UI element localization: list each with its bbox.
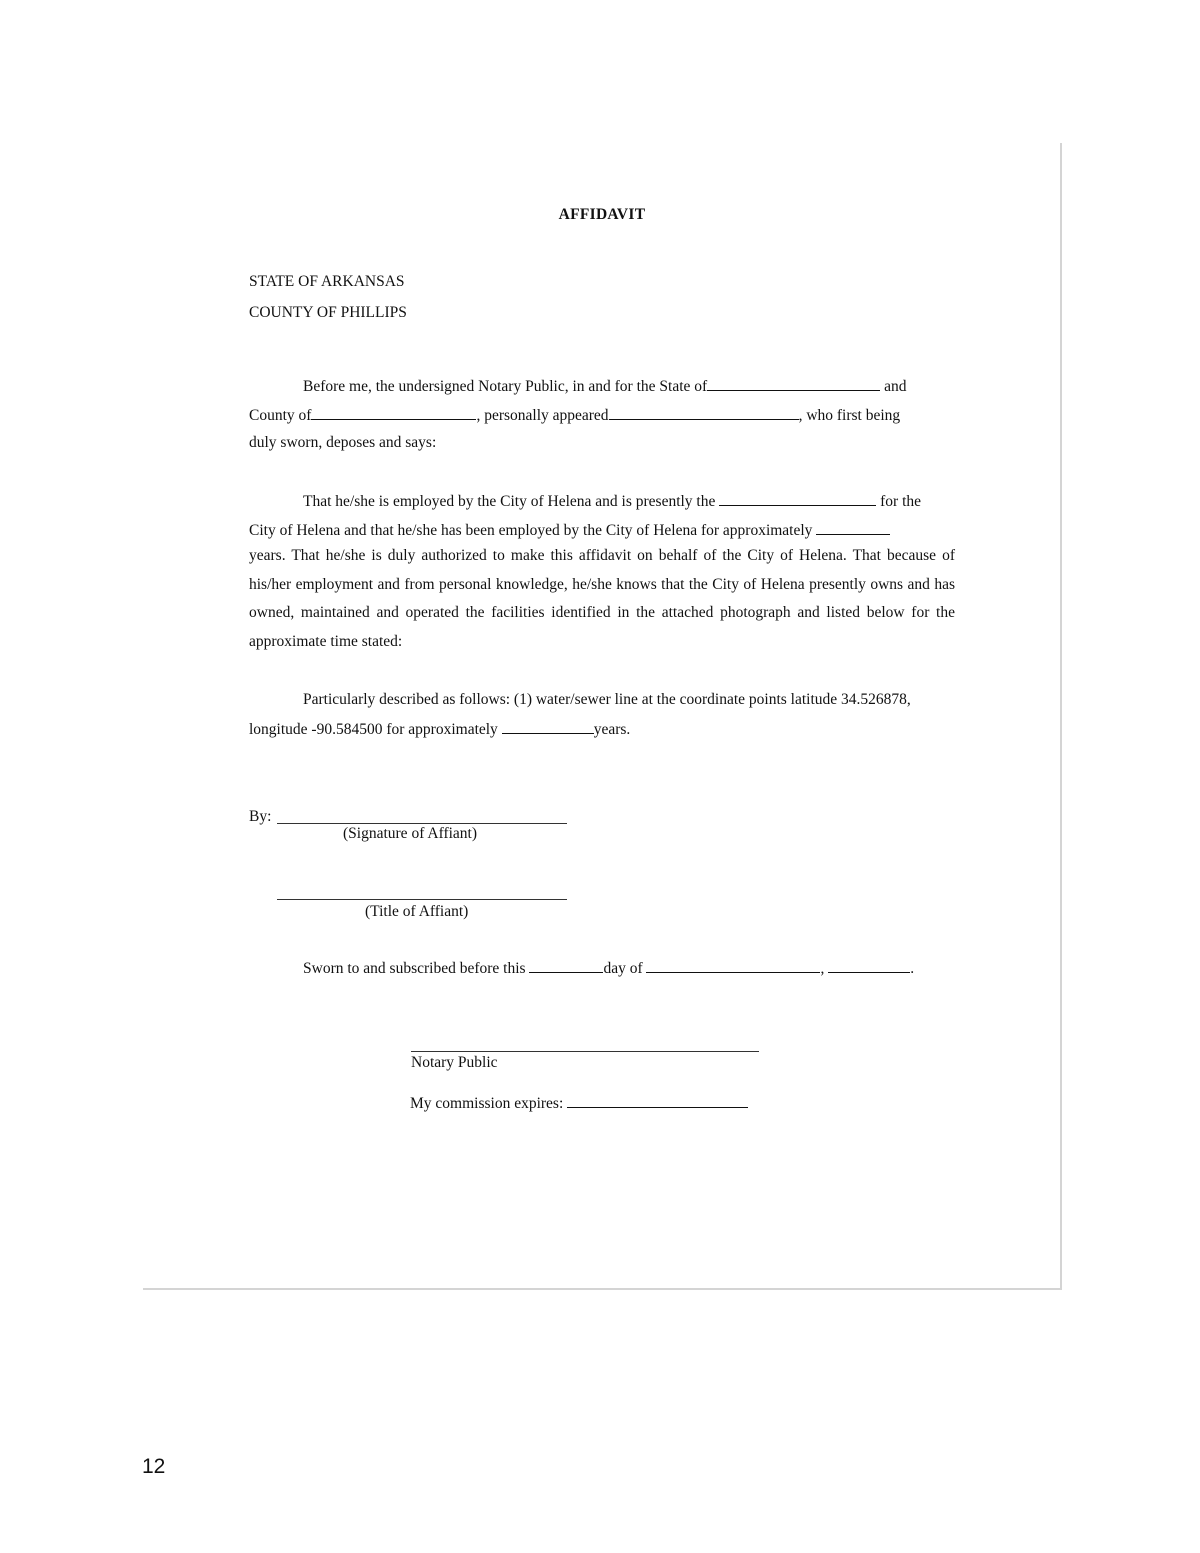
commission-line: [410, 1093, 748, 1114]
para1-text-a: Before me, the undersigned Notary Public, in and for the State of: [303, 378, 708, 395]
sworn-month-blank[interactable]: [646, 958, 820, 973]
para1-line1: [303, 376, 906, 397]
para3-line1: Particularly described as follows: (1) water/sewer line at the coordinate points latitude 34.526878,: [303, 691, 911, 708]
para1-line3: duly sworn, deposes and says:: [249, 434, 437, 451]
sworn-day-blank[interactable]: [529, 958, 603, 973]
page-number: 12: [142, 1455, 166, 1478]
state-line: STATE OF ARKANSAS: [249, 273, 405, 290]
para2-text-b: for the: [880, 493, 922, 510]
para3-text-b: longitude -90.584500 for approximately: [249, 721, 498, 738]
personally-appeared-blank[interactable]: [609, 405, 799, 420]
sworn-text-d: .: [910, 960, 915, 977]
para3-text-c: years.: [593, 721, 631, 738]
title-caption: (Title of Affiant): [365, 903, 469, 920]
notary-signature-line[interactable]: [411, 1051, 759, 1052]
signature-caption: (Signature of Affiant): [343, 825, 478, 842]
para2-line1: [303, 491, 921, 512]
para2-text-c: City of Helena and that he/she has been employed by the City of Helena for approximately: [249, 522, 813, 539]
sworn-year-blank[interactable]: [828, 958, 910, 973]
page-border-bottom: [143, 1288, 1062, 1290]
county-line: COUNTY OF PHILLIPS: [249, 304, 407, 321]
commission-label: My commission expires:: [410, 1095, 564, 1112]
position-blank[interactable]: [719, 491, 876, 506]
para2-text-a: That he/she is employed by the City of Helena and is presently the: [303, 493, 716, 510]
state-of-blank[interactable]: [707, 376, 880, 391]
para2-line2: [249, 520, 890, 541]
para3-line2: [249, 719, 630, 740]
sworn-text-b: day of: [603, 960, 643, 977]
sworn-text-a: Sworn to and subscribed before this: [303, 960, 526, 977]
para2-body: years. That he/she is duly authorized to make this affidavit on behalf of the City of Helena. That because of his/her employment and from personal knowledge, he/she knows that the City of Helena presently owns and has owned, maintained and operated the facilities identified in the attached photograph and listed below for the approximate time stated:: [249, 547, 955, 650]
notary-label: Notary Public: [411, 1054, 498, 1071]
page-border-right: [1060, 143, 1062, 1289]
para1-text-b: and: [884, 378, 907, 395]
county-of-blank[interactable]: [311, 405, 476, 420]
title-line[interactable]: [277, 899, 567, 900]
para1-text-e: , who first being: [798, 407, 901, 424]
para1-line2: [249, 405, 900, 426]
para1-text-c: County of: [249, 407, 312, 424]
by-label: By:: [249, 808, 272, 825]
sworn-line: [303, 958, 914, 979]
employment-years-blank[interactable]: [816, 520, 890, 535]
sworn-text-c: ,: [820, 960, 825, 977]
para1-text-d: , personally appeared: [476, 407, 609, 424]
facility-years-blank[interactable]: [502, 719, 594, 734]
commission-expires-blank[interactable]: [567, 1093, 748, 1108]
document-title: AFFIDAVIT: [558, 206, 646, 223]
